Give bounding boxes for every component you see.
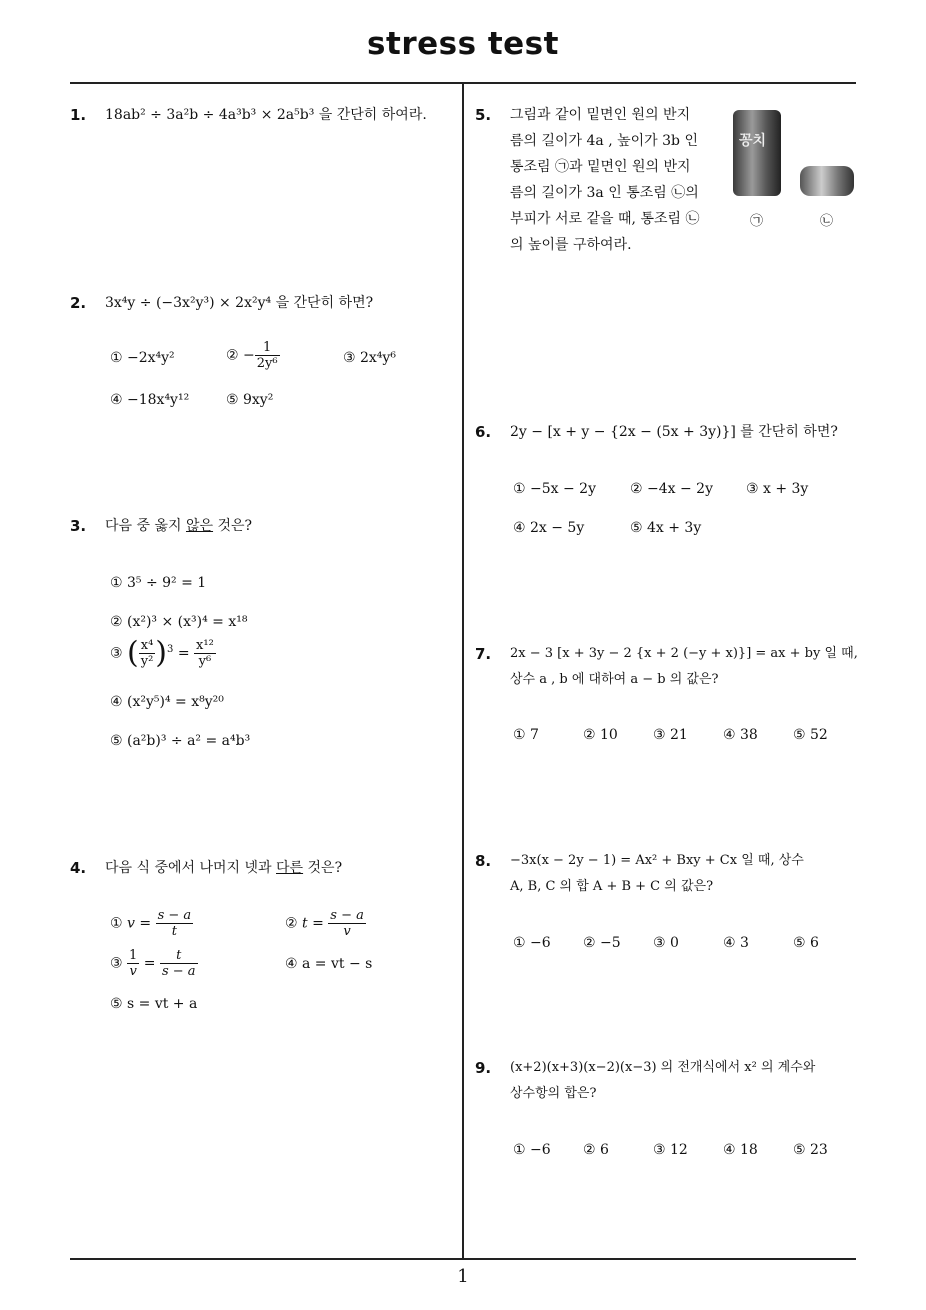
option-3[interactable]: ③ x + 3y <box>746 481 809 497</box>
text-line: 상수항의 합은? <box>510 1086 597 1101</box>
fraction-denominator: t <box>171 924 177 939</box>
short-can-image <box>800 166 854 196</box>
option-5[interactable]: ⑤ 23 <box>793 1142 828 1158</box>
option-2[interactable]: ② 6 <box>583 1142 609 1158</box>
can-label: 꽁치 <box>739 133 767 149</box>
close-paren: ) <box>155 635 168 671</box>
option-mark: ② <box>226 347 239 364</box>
question-text: 3x⁴y ÷ (−3x²y³) × 2x²y⁴ 을 간단히 하면? <box>105 295 374 311</box>
text-line: 름의 길이가 3a 인 통조림 ㉡의 <box>510 185 699 201</box>
question-number: 6. <box>475 423 492 441</box>
option-2[interactable] <box>285 908 366 939</box>
text-line: −3x(x − 2y − 1) = Ax² + Bxy + Cx 일 때, 상수 <box>510 853 804 868</box>
option-4[interactable]: ④ a = vt − s <box>285 956 373 972</box>
option-3[interactable]: ③ 12 <box>653 1142 688 1158</box>
option-5[interactable]: ⑤ 4x + 3y <box>630 520 702 536</box>
open-paren: ( <box>127 635 139 671</box>
option-2[interactable]: ② −4x − 2y <box>630 481 713 497</box>
fraction-numerator: t <box>160 948 198 964</box>
text-line: 그림과 같이 밑면인 원의 반지 <box>510 107 691 123</box>
bottom-divider <box>70 1258 856 1260</box>
fraction-denominator: y² <box>140 654 154 669</box>
option-4[interactable]: ④ 3 <box>723 935 749 951</box>
question-text <box>510 848 860 900</box>
fraction-denominator: s − a <box>161 964 196 979</box>
equals-sign: = <box>143 955 156 972</box>
column-divider <box>462 83 464 1258</box>
page-number: 1 <box>457 1266 469 1287</box>
option-mark: ② <box>285 915 298 932</box>
question-number: 7. <box>475 645 492 663</box>
fraction <box>255 340 280 371</box>
fraction <box>156 908 194 939</box>
option-5[interactable]: ⑤ 52 <box>793 727 828 743</box>
fraction <box>160 948 198 979</box>
question-text <box>105 513 252 539</box>
minus-sign: − <box>243 347 255 364</box>
fraction <box>328 908 366 939</box>
text-line: 름의 길이가 4a , 높이가 3b 인 <box>510 133 698 149</box>
option-4[interactable]: ④ 38 <box>723 727 758 743</box>
fraction-numerator: x¹² <box>196 638 214 653</box>
question-number: 3. <box>70 517 87 535</box>
fraction-numerator: s − a <box>157 908 192 923</box>
fraction-denominator: y⁶ <box>198 654 212 669</box>
option-2[interactable]: ② (x²)³ × (x³)⁴ = x¹⁸ <box>110 614 248 630</box>
option-2[interactable]: ② −5 <box>583 935 621 951</box>
option-4[interactable]: ④ (x²y⁵)⁴ = x⁸y²⁰ <box>110 694 224 710</box>
fraction-numerator: s − a <box>330 908 364 923</box>
text-part: 것은? <box>213 518 253 534</box>
option-1[interactable]: ① 7 <box>513 727 539 743</box>
text-line: (x+2)(x+3)(x−2)(x−3) 의 전개식에서 x² 의 계수와 <box>510 1060 816 1075</box>
option-1[interactable] <box>110 908 193 939</box>
underlined-word: 않은 <box>185 518 214 534</box>
question-number: 8. <box>475 852 492 870</box>
option-2[interactable]: ② 10 <box>583 727 618 743</box>
option-3[interactable] <box>110 948 198 979</box>
option-3[interactable]: ③ 21 <box>653 727 688 743</box>
question-text: 2y − [x + y − {2x − (5x + 3y)}] 를 간단히 하면? <box>510 424 838 440</box>
fraction <box>194 638 216 669</box>
text-line: 부피가 서로 같을 때, 통조림 ㉡ <box>510 211 700 227</box>
question-number: 2. <box>70 294 87 312</box>
equation-lhs: t = <box>302 915 324 932</box>
question-text <box>105 855 342 881</box>
option-5[interactable]: ⑤ 6 <box>793 935 819 951</box>
option-4[interactable]: ④ −18x⁴y¹² <box>110 392 190 408</box>
question-number: 1. <box>70 106 87 124</box>
option-5[interactable]: ⑤ s = vt + a <box>110 996 198 1012</box>
question-text <box>510 1055 860 1107</box>
option-mark: ③ <box>110 955 123 972</box>
question-text <box>510 102 720 258</box>
question-text: 18ab² ÷ 3a²b ÷ 4a³b³ × 2a⁵b³ 을 간단히 하여라. <box>105 107 427 123</box>
option-1[interactable]: ① −6 <box>513 1142 551 1158</box>
question-number: 9. <box>475 1059 492 1077</box>
option-mark: ③ <box>110 645 123 662</box>
option-1[interactable]: ① 3⁵ ÷ 9² = 1 <box>110 575 207 591</box>
underlined-word: 다른 <box>276 860 304 876</box>
option-4[interactable]: ④ 18 <box>723 1142 758 1158</box>
option-1[interactable]: ① −6 <box>513 935 551 951</box>
page-title: stress test <box>367 26 559 62</box>
can-2-mark: ㉡ <box>820 214 834 229</box>
fraction-denominator: v <box>129 964 137 979</box>
text-part: 다음 중 옳지 <box>105 518 186 534</box>
fraction <box>127 948 139 979</box>
option-mark: ① <box>110 915 123 932</box>
exponent: 3 <box>167 643 174 655</box>
can-1-mark: ㉠ <box>750 214 764 229</box>
fraction <box>139 638 156 669</box>
option-5[interactable]: ⑤ 9xy² <box>226 392 274 408</box>
option-3[interactable]: ③ 2x⁴y⁶ <box>343 350 396 366</box>
option-5[interactable]: ⑤ (a²b)³ ÷ a² = a⁴b³ <box>110 733 251 749</box>
fraction-numerator: 1 <box>129 948 138 963</box>
equation-lhs: v = <box>127 915 152 932</box>
question-text <box>510 641 860 693</box>
text-part: 것은? <box>303 860 343 876</box>
text-line: A, B, C 의 합 A + B + C 의 값은? <box>510 879 714 894</box>
text-line: 2x − 3 [x + 3y − 2 {x + 2 (−y + x)}] = ax + by 일 때, <box>510 646 858 661</box>
text-line: 상수 a , b 에 대하여 a − b 의 값은? <box>510 672 719 687</box>
fraction-numerator: 1 <box>255 340 280 356</box>
fraction-denominator: v <box>343 924 351 939</box>
question-number: 5. <box>475 106 492 124</box>
question-number: 4. <box>70 859 87 877</box>
option-4[interactable]: ④ 2x − 5y <box>513 520 585 536</box>
option-1[interactable]: ① −5x − 2y <box>513 481 596 497</box>
text-line: 의 높이를 구하여라. <box>510 237 632 253</box>
option-2[interactable] <box>226 340 280 371</box>
text-part: 다음 식 중에서 나머지 넷과 <box>105 860 277 876</box>
fraction-denominator: 2y⁶ <box>256 356 278 371</box>
fraction-numerator: x⁴ <box>139 638 156 654</box>
option-3[interactable]: ③ 0 <box>653 935 679 951</box>
option-3[interactable]: ③ ( $\frac{\text{x⁴}}{\text{y²}}$ )$^3$ = $\frac{\text{x¹²}}{\text{y⁶}}$ <box>110 635 214 671</box>
tall-can-image <box>733 110 781 196</box>
option-1[interactable]: ① −2x⁴y² <box>110 350 175 366</box>
text-line: 통조림 ㉠과 밑면인 원의 반지 <box>510 159 691 175</box>
